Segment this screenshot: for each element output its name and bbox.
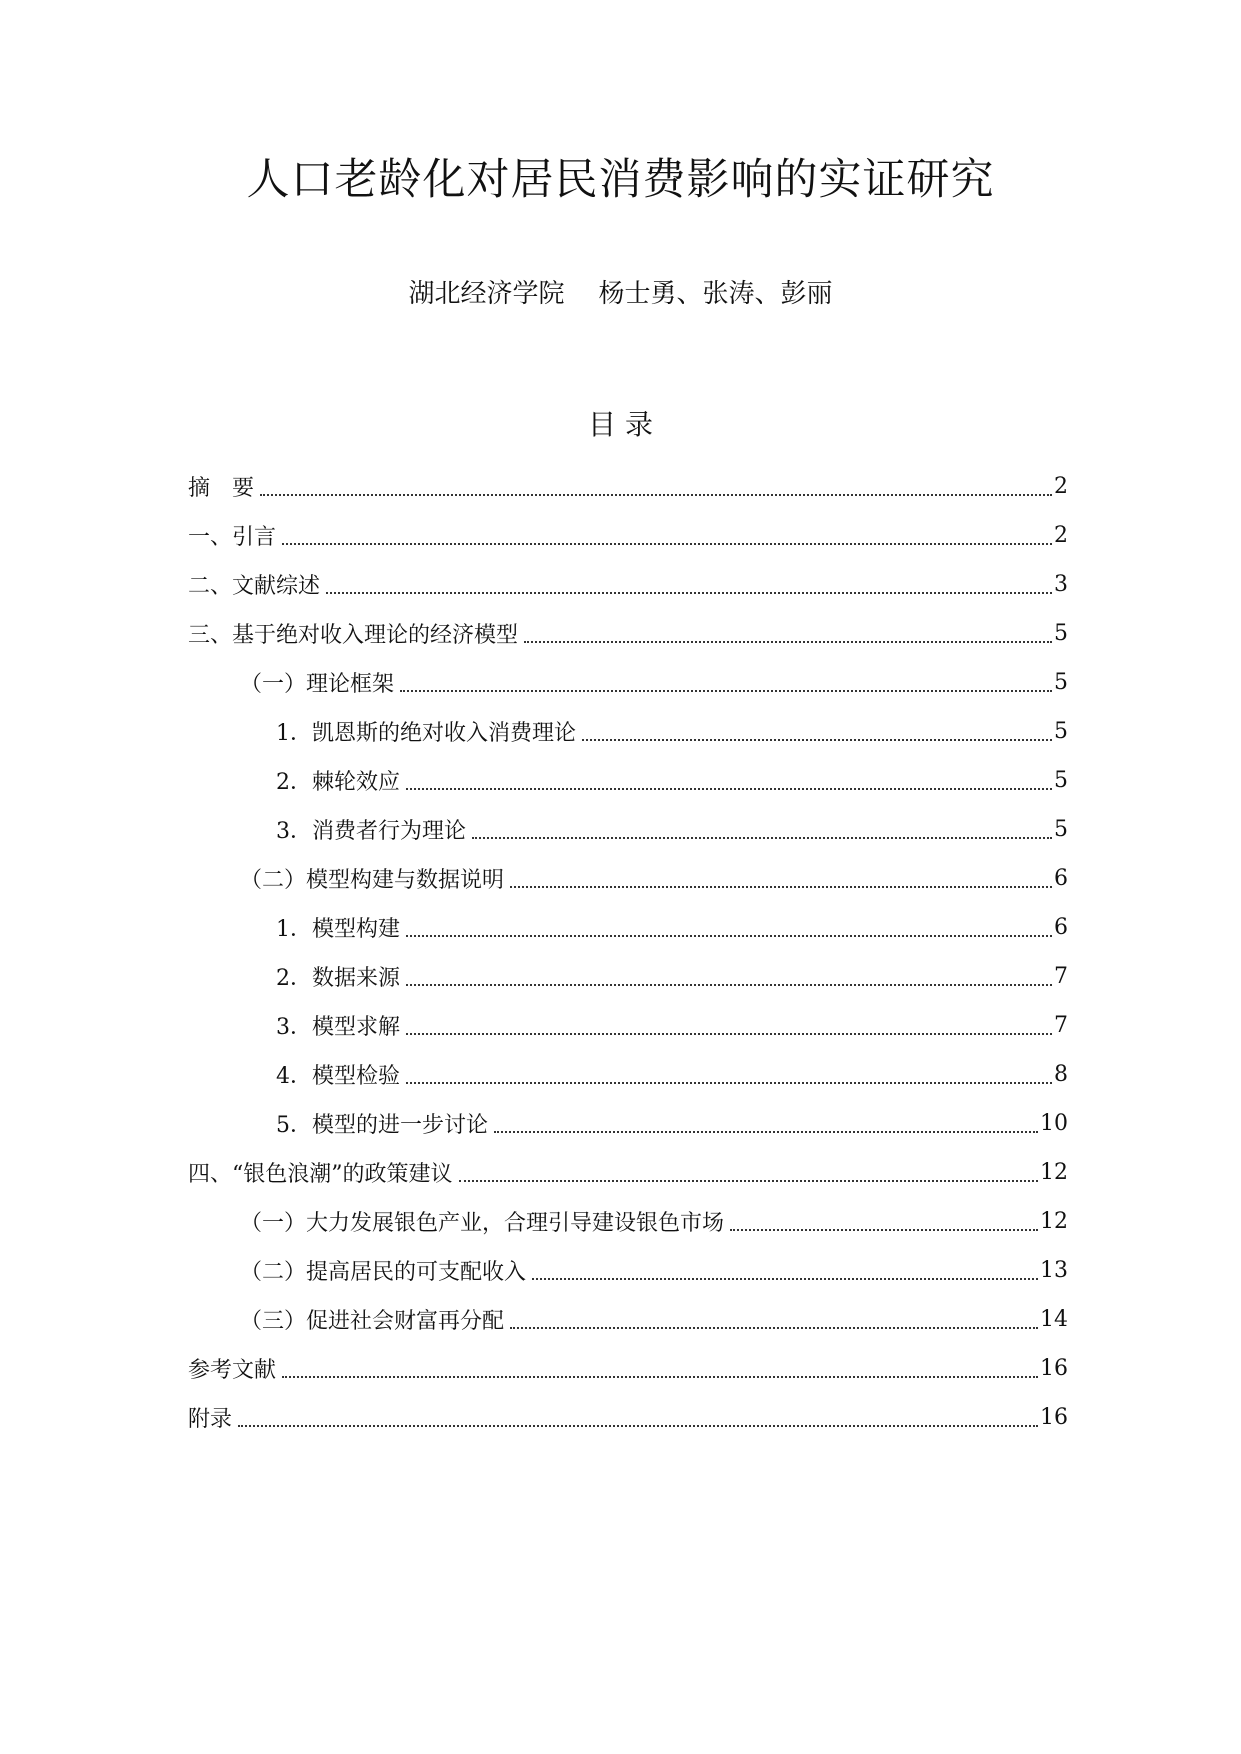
table-of-contents [188,462,1068,1442]
toc-entry[interactable] [188,1246,1068,1295]
toc-entry-page-number: 2 [1054,474,1068,499]
toc-dot-leader [406,935,1052,937]
document-title: 人口老龄化对居民消费影响的实证研究 [246,155,995,205]
toc-dot-leader [400,690,1052,692]
toc-entry-page-number: 7 [1054,1013,1068,1038]
toc-entry-label: （一）理论框架 [240,672,395,697]
toc-entry-label: 1．模型构建 [276,917,400,942]
toc-dot-leader [510,1327,1038,1329]
author-line [0,277,1241,311]
toc-entry-page-number: 10 [1040,1111,1068,1136]
toc-entry-page-number: 8 [1054,1062,1068,1087]
toc-entry[interactable] [188,707,1068,756]
toc-entry-page-number: 3 [1054,572,1068,597]
toc-entry-label: 3．模型求解 [276,1015,400,1040]
toc-dot-leader [326,592,1052,594]
toc-entry-page-number: 14 [1040,1307,1068,1332]
toc-entry-page-number: 16 [1040,1356,1068,1381]
toc-entry-page-number: 12 [1040,1209,1068,1234]
toc-entry-label: 5．模型的进一步讨论 [276,1113,488,1138]
toc-entry-page-number: 5 [1054,817,1068,842]
toc-entry[interactable] [188,1050,1068,1099]
toc-entry[interactable] [188,1344,1068,1393]
toc-entry-page-number: 6 [1054,915,1068,940]
toc-dot-leader [406,984,1052,986]
toc-entry-page-number: 2 [1054,523,1068,548]
toc-dot-leader [524,641,1052,643]
toc-entry-label: 2．数据来源 [276,966,400,991]
toc-dot-leader [510,886,1052,888]
toc-entry[interactable] [188,609,1068,658]
toc-dot-leader [238,1425,1038,1427]
toc-entry[interactable] [188,805,1068,854]
toc-entry-page-number: 5 [1054,719,1068,744]
toc-entry-page-number: 16 [1040,1405,1068,1430]
toc-entry[interactable] [188,756,1068,805]
toc-entry-label: 摘 要 [188,476,255,501]
toc-entry[interactable] [188,462,1068,511]
toc-entry-label: （二）提高居民的可支配收入 [240,1260,527,1285]
toc-dot-leader [406,1082,1052,1084]
toc-entry[interactable] [188,1099,1068,1148]
toc-entry-page-number: 5 [1054,768,1068,793]
toc-entry-label: 二、文献综述 [188,574,321,599]
toc-entry-label: 3．消费者行为理论 [276,819,466,844]
toc-entry-page-number: 12 [1040,1160,1068,1185]
toc-dot-leader [472,837,1052,839]
toc-entry[interactable] [188,903,1068,952]
author-names: 杨士勇、张涛、彭丽 [598,279,833,309]
toc-dot-leader [730,1229,1038,1231]
toc-entry-label: 附录 [188,1407,233,1432]
toc-entry-label: 1．凯恩斯的绝对收入消费理论 [276,721,576,746]
toc-entry-page-number: 5 [1054,670,1068,695]
toc-entry[interactable] [188,1001,1068,1050]
toc-dot-leader [406,1033,1052,1035]
toc-entry-page-number: 5 [1054,621,1068,646]
toc-entry[interactable] [188,658,1068,707]
toc-dot-leader [282,543,1052,545]
toc-entry-label: （一）大力发展银色产业，合理引导建设银色市场 [240,1211,725,1236]
toc-entry[interactable] [188,1393,1068,1442]
toc-entry-label: （二）模型构建与数据说明 [240,868,505,893]
toc-entry-page-number: 6 [1054,866,1068,891]
toc-entry[interactable] [188,1148,1068,1197]
toc-entry[interactable] [188,560,1068,609]
toc-dot-leader [459,1180,1039,1182]
toc-entry-label: 4．模型检验 [276,1064,400,1089]
toc-dot-leader [282,1376,1038,1378]
author-institution: 湖北经济学院 [408,279,565,309]
toc-dot-leader [406,788,1052,790]
toc-dot-leader [532,1278,1038,1280]
toc-entry[interactable] [188,511,1068,560]
toc-entry[interactable] [188,1295,1068,1344]
toc-entry-label: 2．棘轮效应 [276,770,400,795]
toc-entry-label: （三）促进社会财富再分配 [240,1309,505,1334]
toc-entry-page-number: 13 [1040,1258,1068,1283]
toc-dot-leader [260,494,1052,496]
toc-entry-label: 一、引言 [188,525,277,550]
toc-entry[interactable] [188,1197,1068,1246]
toc-entry[interactable] [188,854,1068,903]
toc-entry-page-number: 7 [1054,964,1068,989]
toc-entry-label: 三、基于绝对收入理论的经济模型 [188,623,519,648]
toc-entry-label: 四、“银色浪潮”的政策建议 [188,1162,453,1187]
toc-dot-leader [582,739,1052,741]
toc-entry-label: 参考文献 [188,1358,277,1383]
toc-heading: 目 录 [588,408,653,441]
toc-dot-leader [494,1131,1038,1133]
toc-entry[interactable] [188,952,1068,1001]
